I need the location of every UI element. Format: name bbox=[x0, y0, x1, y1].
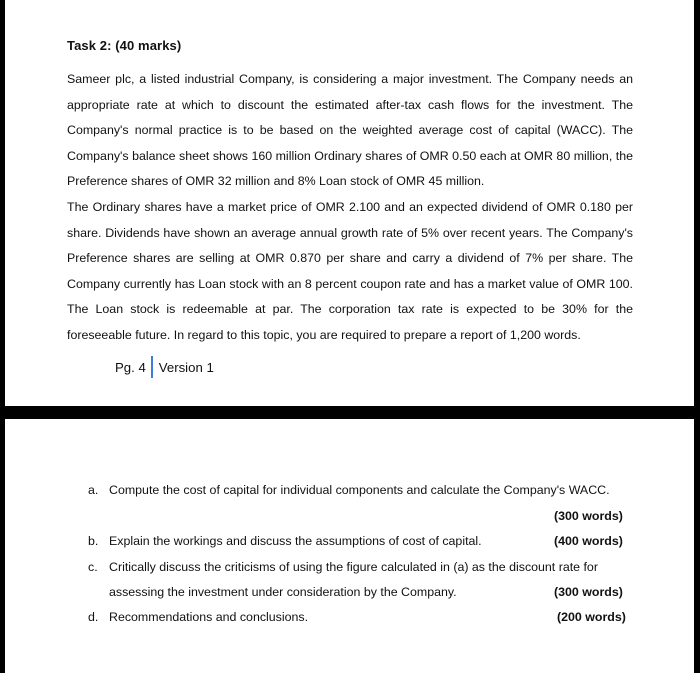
question-letter: c. bbox=[88, 560, 98, 574]
footer-divider bbox=[151, 356, 153, 378]
document-page-2 bbox=[5, 419, 694, 673]
version-label: Version 1 bbox=[158, 359, 214, 375]
document-page-1 bbox=[5, 0, 694, 406]
page-footer bbox=[115, 356, 214, 378]
question-letter: b. bbox=[88, 534, 99, 548]
question-text: Explain the workings and discuss the assumptions of cost of capital. bbox=[109, 534, 482, 548]
page-number: Pg. 4 bbox=[115, 359, 146, 375]
question-b-words: (400 words) bbox=[554, 534, 623, 548]
question-letter: a. bbox=[88, 483, 99, 497]
question-text-line-1: Critically discuss the criticisms of using the figure calculated in (a) as the discount rate for bbox=[109, 560, 598, 574]
question-text: Compute the cost of capital for individual components and calculate the Company's WACC. bbox=[109, 483, 610, 497]
task-paragraph-1: Sameer plc, a listed industrial Company, is considering a major investment. The Company needs an appropriate rate at which to discount the estimated after-tax cash flows for the investment. The Company's normal practice is to be based on the weighted average cost of capital (WACC). The Company's balance sheet shows 160 million Ordinary shares of OMR 0.50 each at OMR 80 million, the Preference shares of OMR 32 million and 8% Loan stock of OMR 45 million. bbox=[67, 72, 633, 189]
question-letter: d. bbox=[88, 610, 99, 624]
question-a-words: (300 words) bbox=[554, 509, 623, 523]
question-text: Recommendations and conclusions. bbox=[109, 610, 309, 624]
question-text-line-2: assessing the investment under consideration by the Company. bbox=[109, 585, 457, 599]
question-c-words: (300 words) bbox=[554, 585, 623, 599]
task-title: Task 2: (40 marks) bbox=[67, 38, 182, 53]
task-paragraph-2: The Ordinary shares have a market price of OMR 2.100 and an expected dividend of OMR 0.180 per share. Dividends have shown an average annual growth rate of 5% over recent years. The Company's Preference shares are selling at OMR 0.870 per share and carry a dividend of 7% per share. The Company currently has Loan stock with an 8 percent coupon rate and has a market value of OMR 100. The Loan stock is redeemable at par. The corporation tax rate is expected to be 30% for the foreseeable future. In regard to this topic, you are required to prepare a report of 1,200 words. bbox=[67, 200, 633, 342]
question-d-words: (200 words) bbox=[557, 610, 626, 624]
